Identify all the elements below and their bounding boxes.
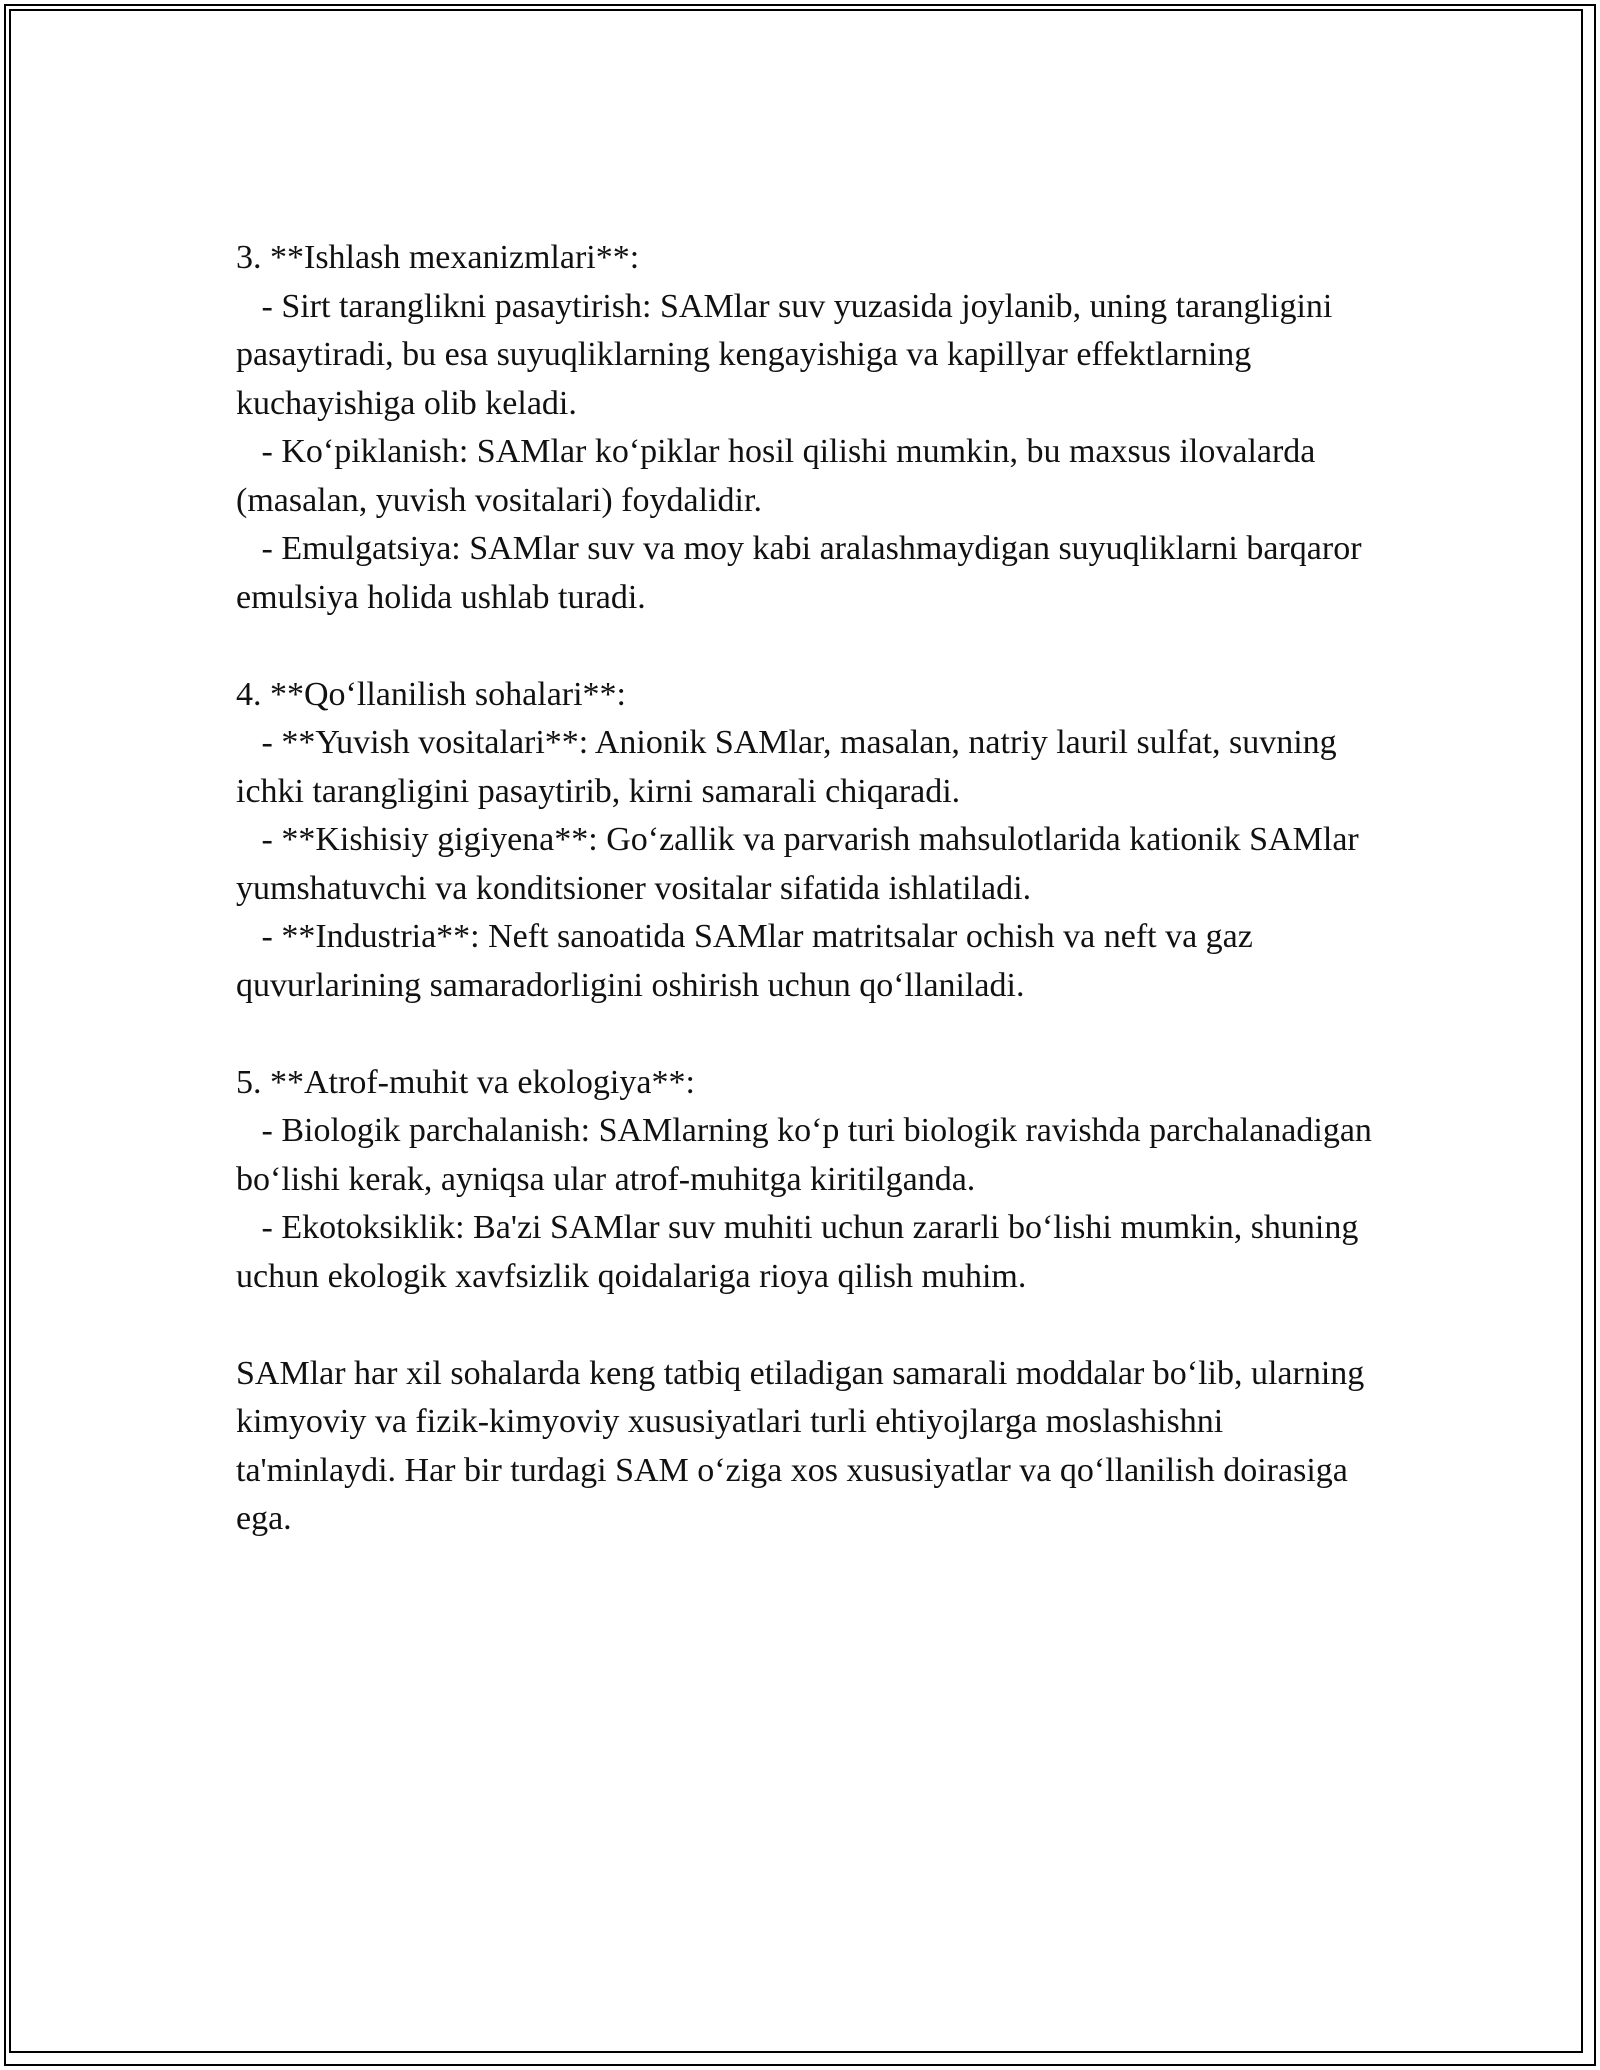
section-mechanisms bbox=[236, 234, 1386, 622]
paragraph-gap bbox=[236, 1010, 1386, 1059]
section-ecology bbox=[236, 1059, 1386, 1302]
list-item: - Emulgatsiya: SAMlar suv va moy kabi aralashmaydigan suyuqliklarni barqaror emulsiya holida ushlab turadi. bbox=[236, 530, 1371, 616]
list-item: - Ekotoksiklik: Ba'zi SAMlar suv muhiti uchun zararli bo‘lishi mumkin, shuning uchun ekologik xavfsizlik qoidalariga rioya qilish muhim. bbox=[236, 1209, 1367, 1295]
list-item: - **Industria**: Neft sanoatida SAMlar matritsalar ochish va neft va gaz quvurlarining samaradorligini oshirish uchun qo‘llaniladi. bbox=[236, 918, 1262, 1004]
section-heading: 4. **Qo‘llanilish sohalari**: bbox=[236, 675, 627, 713]
section-heading: 5. **Atrof-muhit va ekologiya**: bbox=[236, 1063, 695, 1101]
document-body bbox=[236, 234, 1386, 1544]
section-applications bbox=[236, 671, 1386, 1011]
list-item: - Biologik parchalanish: SAMlarning ko‘p turi biologik ravishda parchalanadigan bo‘lishi kerak, ayniqsa ular atrof-muhitga kiritilganda. bbox=[236, 1112, 1381, 1198]
list-item: - Sirt taranglikni pasaytirish: SAMlar suv yuzasida joylanib, uning tarangligini pasaytiradi, bu esa suyuqliklarning kengayishiga va kapillyar effektlarning kuchayishiga olib keladi. bbox=[236, 287, 1341, 422]
list-item: - **Yuvish vositalari**: Anionik SAMlar, masalan, natriy lauril sulfat, suvning ichki tarangligini pasaytirib, kirni samarali chiqaradi. bbox=[236, 724, 1346, 810]
section-heading: 3. **Ishlash mexanizmlari**: bbox=[236, 239, 640, 276]
list-item: - **Kishisiy gigiyena**: Go‘zallik va parvarish mahsulotlarida kationik SAMlar yumshatuvchi va konditsioner vositalar sifatida ishlatiladi. bbox=[236, 821, 1368, 907]
conclusion-paragraph: SAMlar har xil sohalarda keng tatbiq etiladigan samarali moddalar bo‘lib, ularning kimyoviy va fizik-kimyoviy xususiyatlari turli ehtiyojlarga moslashishni ta'minlaydi. Har bir turdagi SAM o‘ziga xos xususiyatlar va qo‘llanilish doirasiga ega. bbox=[236, 1354, 1373, 1537]
list-item: - Ko‘piklanish: SAMlar ko‘piklar hosil qilishi mumkin, bu maxsus ilovalarda (masalan, yuvish vositalari) foydalidir. bbox=[236, 433, 1324, 519]
paragraph-gap bbox=[236, 1301, 1386, 1350]
paragraph-gap bbox=[236, 622, 1386, 671]
